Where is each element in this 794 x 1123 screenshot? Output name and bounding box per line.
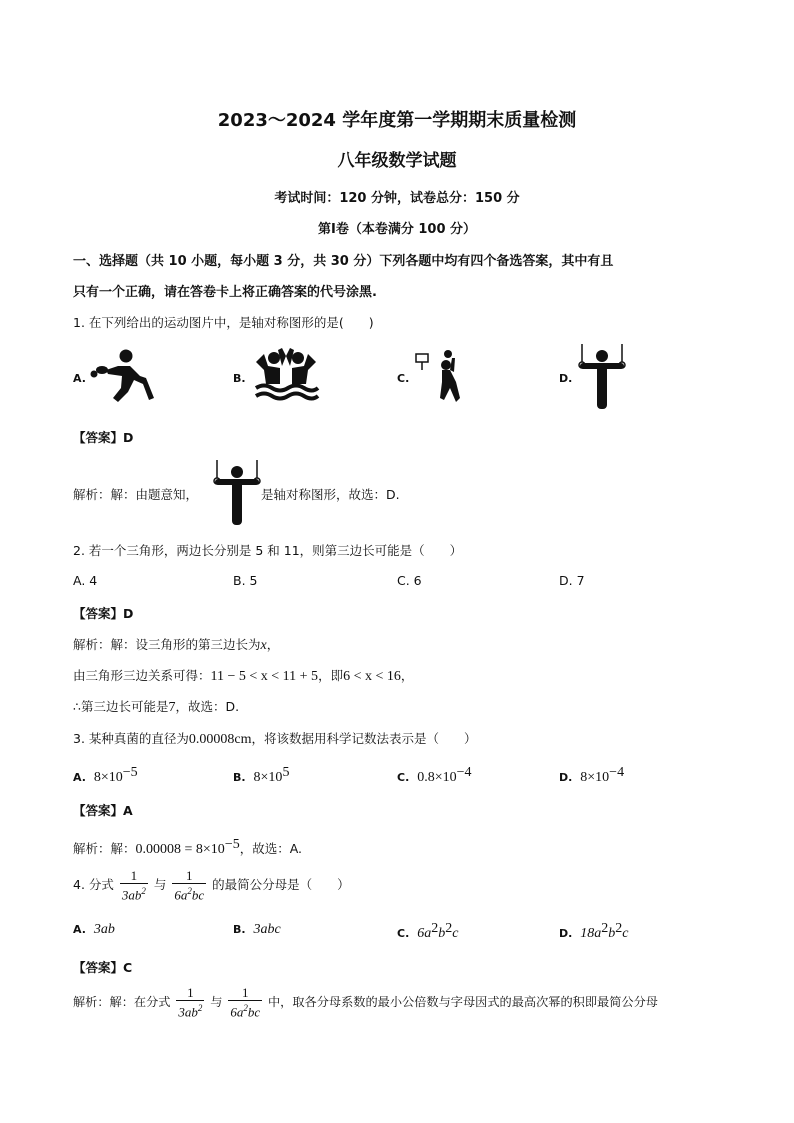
q4-stem: 4. 分式 $\frac{1}{3ab^2}$ 与 $\frac{1}{6a^2bc}$ 的最简公分母是（ ） [73,868,350,903]
q3-option-d: D. $8\times 10^{-4}$ [559,765,625,786]
q2-option-b: B. 5 [233,573,258,588]
q1-option-c-label: C. [397,372,410,385]
rings-gymnast-icon [576,344,628,410]
section-intro-line2: 只有一个正确，请在答卷卡上将正确答案的代号涂黑. [73,285,377,300]
exam-title: 2023～2024 学年度第一学期期末质量检测 [217,110,577,131]
q1-analysis-pre: 解析：解：由题意知， [73,487,199,502]
q3-option-b: B. $8\times 10^5$ [233,765,290,786]
q4-fraction-2: $\frac{1}{6a^2bc}$ [174,868,205,903]
table-tennis-player-icon [88,348,160,404]
q4-option-c: C. $6a^2b^2c$ [397,921,459,942]
q4-analysis-fraction-1: $\frac{1}{3ab^2}$ [178,985,203,1020]
q3-answer: 【答案】A [73,803,133,818]
q3-option-c: C. $0.8\times 10^{-4}$ [397,765,472,786]
section-intro-line1: 一、选择题（共 10 小题，每小题 3 分，共 30 分）下列各题中均有四个备选答案，其中有且 [73,254,614,269]
q2-answer: 【答案】D [73,606,134,621]
q4-option-a: A. 3ab [73,922,115,937]
q3-option-a: A. $8\times 10^{-5}$ [73,765,138,786]
q1-option-b-label: B. [233,372,246,385]
volume-heading: 第Ⅰ卷（本卷满分 100 分） [317,222,477,237]
q3-stem: 3. 某种真菌的直径为0.00008cm，将该数据用科学记数法表示是（ ） [73,731,477,747]
q4-answer: 【答案】C [73,960,133,975]
rings-gymnast-icon-inline [211,460,263,526]
exam-info: 考试时间：120 分钟，试卷总分：150 分 [274,191,520,206]
q1-option-d-label: D. [559,372,573,385]
q2-option-a: A. 4 [73,573,98,588]
q2-stem: 2. 若一个三角形，两边长分别是 5 和 11，则第三边长可能是（ ） [73,543,463,558]
q4-option-b: B. 3abc [233,922,281,937]
q2-analysis-line1: 解析：解：设三角形的第三边长为x， [73,637,280,653]
q4-analysis: 解析：解：在分式 $\frac{1}{3ab^2}$ 与 $\frac{1}{6a^2bc}$ 中，取各分母系数的最小公倍数与字母因式的最高次幂的积即最简公分母 [73,985,658,1020]
q4-fraction-1: $\frac{1}{3ab^2}$ [121,868,146,903]
q2-option-c: C. 6 [397,573,422,588]
q4-analysis-fraction-2: $\frac{1}{6a^2bc}$ [230,985,261,1020]
exam-subtitle: 八年级数学试题 [337,151,457,171]
q3-analysis: 解析：解：$0.00008 = 8\times 10^{-5}$，故选：A. [73,837,303,858]
q1-stem: 1. 在下列给出的运动图片中，是轴对称图形的是( ) [73,315,374,330]
q2-option-d: D. 7 [559,573,585,588]
q2-analysis-line3: ∴第三边长可能是7，故选：D. [73,699,240,715]
q4-option-d: D. $18a^2b^2c$ [559,921,629,942]
q1-option-a-label: A. [73,372,86,385]
q1-answer: 【答案】D [73,430,134,445]
q2-analysis-line2: 由三角形三边关系可得：11 − 5 < x < 11 + 5，即6 < x < 16， [73,668,414,684]
basketball-player-icon [412,348,470,406]
water-polo-players-icon [252,348,320,406]
q1-analysis-post: 是轴对称图形，故选：D. [261,487,400,502]
